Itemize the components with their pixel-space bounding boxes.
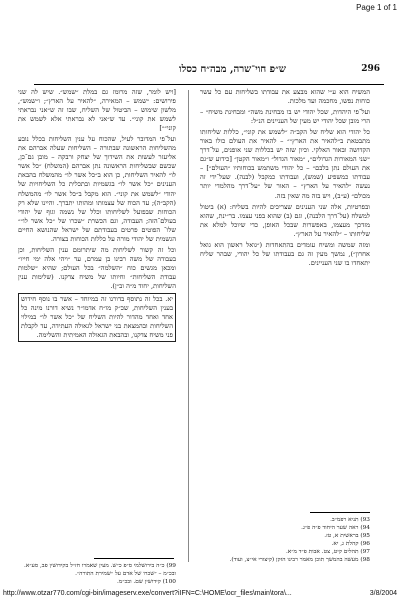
right-column <box>200 88 370 270</box>
page-of-label: Page 1 of 1 <box>356 3 397 12</box>
footnote: 100) קידושין שם. ובכ״מ. <box>116 579 176 585</box>
right-paragraph: ועל־פי היהדות, שכל יהודי יש בו מבחינת משה״ ומבחינת משיח״ – הרי מובן שכל יהודי יש מעין של העניינים הנ״ל: <box>200 108 370 126</box>
left-paragraph: וכל זה קשור לשליחות מה שיתרומם ענין השליחות, וכן בעבודה של משה רבינו בן עמרם, עד ״ויהי אלה ימי חייו״ ומכאן מגשים כוח ״השלמה״ בכל העולם; שהיא ״שלמות עבודת השליחות״ וחיותו של משיח צדקנו. (שלימות ענין השליחות, יחוד מ״ה וב״ן). <box>18 245 176 290</box>
left-paragraph: ועל־פי המדובר לעיל, שהכוח על ענין השליחות בכלל נובע מהשליחות הראשונה שבתורה – השליחות שעלה אברהם את אליעזר לעשות את השידוך של יצחק ורבקה – מובן גם־כן, שכשם שבשליחות הראשונה נתן אברהם (המשלח) ״כל אשר לו״ להאיר השליחות, כן הוא ב״כל אשר לו״ מהמשלח בהבאת הענינים ״כל אשר לו״ בגשמיות ובתכלית כל השליחויות של יהודי ״לשמש את קוני״. הוא מקבל ב״כל אשר לו״ מהמשלח (הקב״ה); עד הכוח של עצמותו ומהותו יתברך. והיינו שלא רק הכוחות שבפועל לשליחותו וכלל של נשמה וגוף של יהודי בעולם־הזה; העבודה, וגם הכשרת ״שכרו של ״כל אשר לו״״ שלו־ הפוטים פרטים בעבודתם של ישראל שהנושא החיים הגשמית של יהודי מורה על כללות הכוחות בצורה. <box>18 135 176 243</box>
page-header <box>14 64 384 78</box>
footnote: 93) תניא רפמ״ב. <box>330 517 370 523</box>
column-divider <box>188 90 189 562</box>
left-column <box>18 88 176 342</box>
footnote: 95) בראשית א, טז. <box>324 533 370 539</box>
right-paragraph: ומזה שמשה ומשיח עומדים בהתאחדות (״גואל ראשון הוא גואל אחרון״), נמשך מעין זה גם בעבודתו של כל יהודי, שבהר שליח יתאחדו בו שני העניינים. <box>200 240 370 267</box>
footnote: 98) מעשה בהמשך תוכן מאמר רבינו הזקן (קיצורי אי״צ, ועוד). <box>229 557 370 563</box>
footnote: 97) תהלים קיט, צט. אבות פ״ד מ״א. <box>285 549 370 555</box>
page-number: 296 <box>361 64 380 74</box>
header-rule <box>34 84 384 85</box>
footnote: 99) כ״ה בירושלמי ס״פ כ״ש. מעין שאמרו חז״ל בקידושין פב, סע״א. ובכ״מ – ״שכרו של אדם על ״שמירת התורה״. <box>24 563 176 577</box>
footnote-rule-right <box>310 512 370 513</box>
running-title: ש״פ חוי־שרה, מבה״ח כסלו <box>179 64 286 75</box>
footnote-rule-left <box>94 558 174 559</box>
left-paragraph: [ויש לומר, שזה מרומז גם במלת ״שמש״. שיש לה שני פירושים: ״שמש – המאירה, ״להאיר על הארץ״; ו״שמש״, מלשון שימוש – הביטול של השליח, שבו זה ש״אני נבראתי לשמש את קוני״. עד ש״אני לא נבראתי אלא לשמש את קוני״״] <box>18 88 176 133</box>
footnotes-left <box>18 562 176 586</box>
right-paragraph: כל יהודי הוא שליח של הקב״ה ״לשמש את קוני״, כללות שליחותו מתבטאת ב״להאיר את הארץ״״ – להאיר את העולם כולו באור הקדושה ובאור האלקי. וכיון שזה יש בכללות שני אופנים, על־דרך ״שני המאורות הגדולים״, ״מאור הגדול״ ו״מאור הקטן״ [כידוע ש״גם את העולם נתן בלבם״ – כל יהודי משתמש בכוחותיו ״העולם״] – עבודתו כמשפיע (שמש), ועבודתו כמקבל (לבנה). שעל־ידי זה נעשה ״להאיר על הארץ״ – האור של ״על־דרך מהלמדי יותר מכולם״ (ע״ב), ויש בזה מה שאין בזה. <box>200 128 370 200</box>
boxed-paragraph: יא. בכל זה נתוסף בדורנו זה במיוחד – אשר בו נוסף חידוש בענין השליחות, שכ״ק מו״ח אדמו״ר נשיא דורנו מינה כל אחד ואחד מהדור להיות השליח של ״כל אשר לו״ במילוי השליחות ובהמצאת בני ישראל לגאולה העתידה, עד לקבלת פני משיח צדקנו, ובהבאת הגאולה האמיתית והשלימה. <box>18 293 176 342</box>
footnote: 94) ראה שער היחוד פ״ה פ״ג. <box>301 525 370 531</box>
footer-date: 3/8/2004 <box>369 590 397 597</box>
footnote: 96) קהלת ג, יא. <box>331 541 370 547</box>
right-paragraph: המשיח הוא ע״י שהוא מבצע את עבודתו בשליחות עם כל עשר כוחות נפשו, מחכמה ועד מלכות. <box>200 88 370 106</box>
footer-url: http://www.otzar770.com/cgi-bin/imageserv.exe/convert?iIFN=C:\HOME\ocr_files\main\tora\... <box>3 590 292 597</box>
right-paragraph: ובפרטיות, אלה שני הענינים שצריכים להיות בשליח: (א) ביטול למשלח (על־דרך הלבנה), וגם (ב) שהוא בפני עצמו. בר״ינת, שהוא מזדכך מעצמו, באפשרות שבכל האופן, כדי שיוכל למלא את שליחותו – ״להאיר על הארץ״. <box>200 202 370 238</box>
footnotes-right <box>200 516 370 564</box>
document-page <box>14 38 384 585</box>
